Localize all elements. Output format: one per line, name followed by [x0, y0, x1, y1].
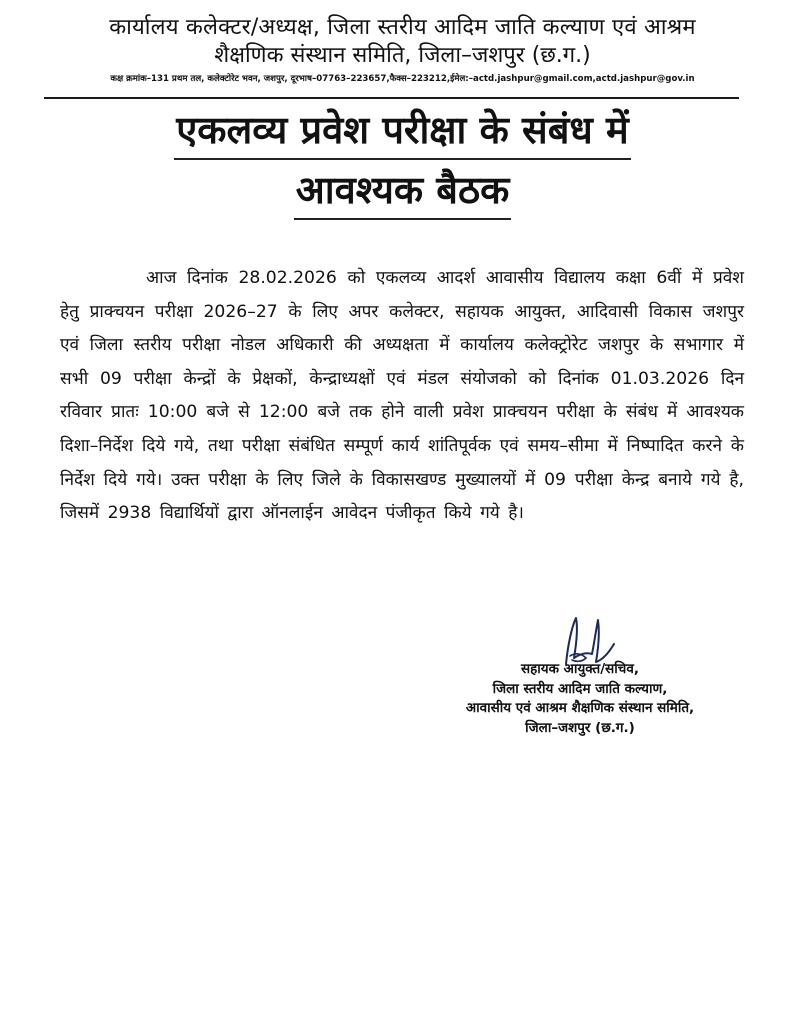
signatory-committee: आवासीय एवं आश्रम शैक्षणिक संस्थान समिति,: [465, 700, 695, 716]
body-paragraph: आज दिनांक 28.02.2026 को एकलव्य आदर्श आवासीय विद्यालय कक्षा 6वीं में प्रवेश हेतु प्राक्चयन परीक्षा 2026–27 के लिए अपर कलेक्टर, सहायक आयुक्त, आदिवासी विकास जशपुर एवं जिला स्तरीय परीक्षा नोडल अधिकारी की अध्यक्षता में कार्यालय कलेक्ट्रोरेट जशपुर के सभागार में सभी 09 परीक्षा केन्द्रों के प्रेक्षकों, केन्द्राध्यक्षों एवं मंडल संयोजको को दिनांक 01.03.2026 दिन रविवार प्रातः 10:00 बजे से 12:00 बजे तक होने वाली प्रवेश प्राक्चयन परीक्षा के संबंध में आवश्यक दिशा–निर्देश दिये गये, तथा परीक्षा संबंधित सम्पूर्ण कार्य शांतिपूर्वक एवं समय–सीमा में निष्पादित करने के निर्देश दिये गये। उक्त परीक्षा के लिए जिले के विकासखण्ड मुख्यालयों में 09 परीक्षा केन्द्र बनाये गये है, जिसमें 2938 विद्यार्थियों द्वारा ऑनलाईन आवेदन पंजीकृत किये गये है।: [60, 268, 744, 524]
letterhead-contact-details: कक्ष क्रमांक–131 प्रथम तल, कलेक्टोरेट भवन, जशपुर, दूरभाष–07763–223657,फैक्स–223212,ईमेल:–actd.jashpur@gmail.com,actd.jashpur@gov.in: [110, 74, 695, 84]
letterhead-committee-name: शैक्षणिक संस्थान समिति, जिला–जशपुर (छ.ग.): [214, 43, 591, 68]
letterhead-divider: [44, 97, 739, 99]
signatory-block: [420, 660, 740, 738]
title-text-line1: एकलव्य प्रवेश परीक्षा के संबंध में: [174, 106, 630, 160]
signatory-designation: सहायक आयुक्त/सचिव,: [520, 661, 639, 677]
letterhead-office-name: कार्यालय कलेक्टर/अध्यक्ष, जिला स्तरीय आदिम जाति कल्याण एवं आश्रम: [109, 15, 696, 40]
letterhead: [0, 14, 805, 85]
signatory-location: जिला–जशपुर (छ.ग.): [525, 719, 635, 736]
title-text-line2: आवश्यक बैठक: [294, 166, 512, 220]
signatory-department: जिला स्तरीय आदिम जाति कल्याण,: [492, 680, 668, 697]
document-title-line2: [0, 166, 805, 220]
document-title-line1: [0, 106, 805, 160]
